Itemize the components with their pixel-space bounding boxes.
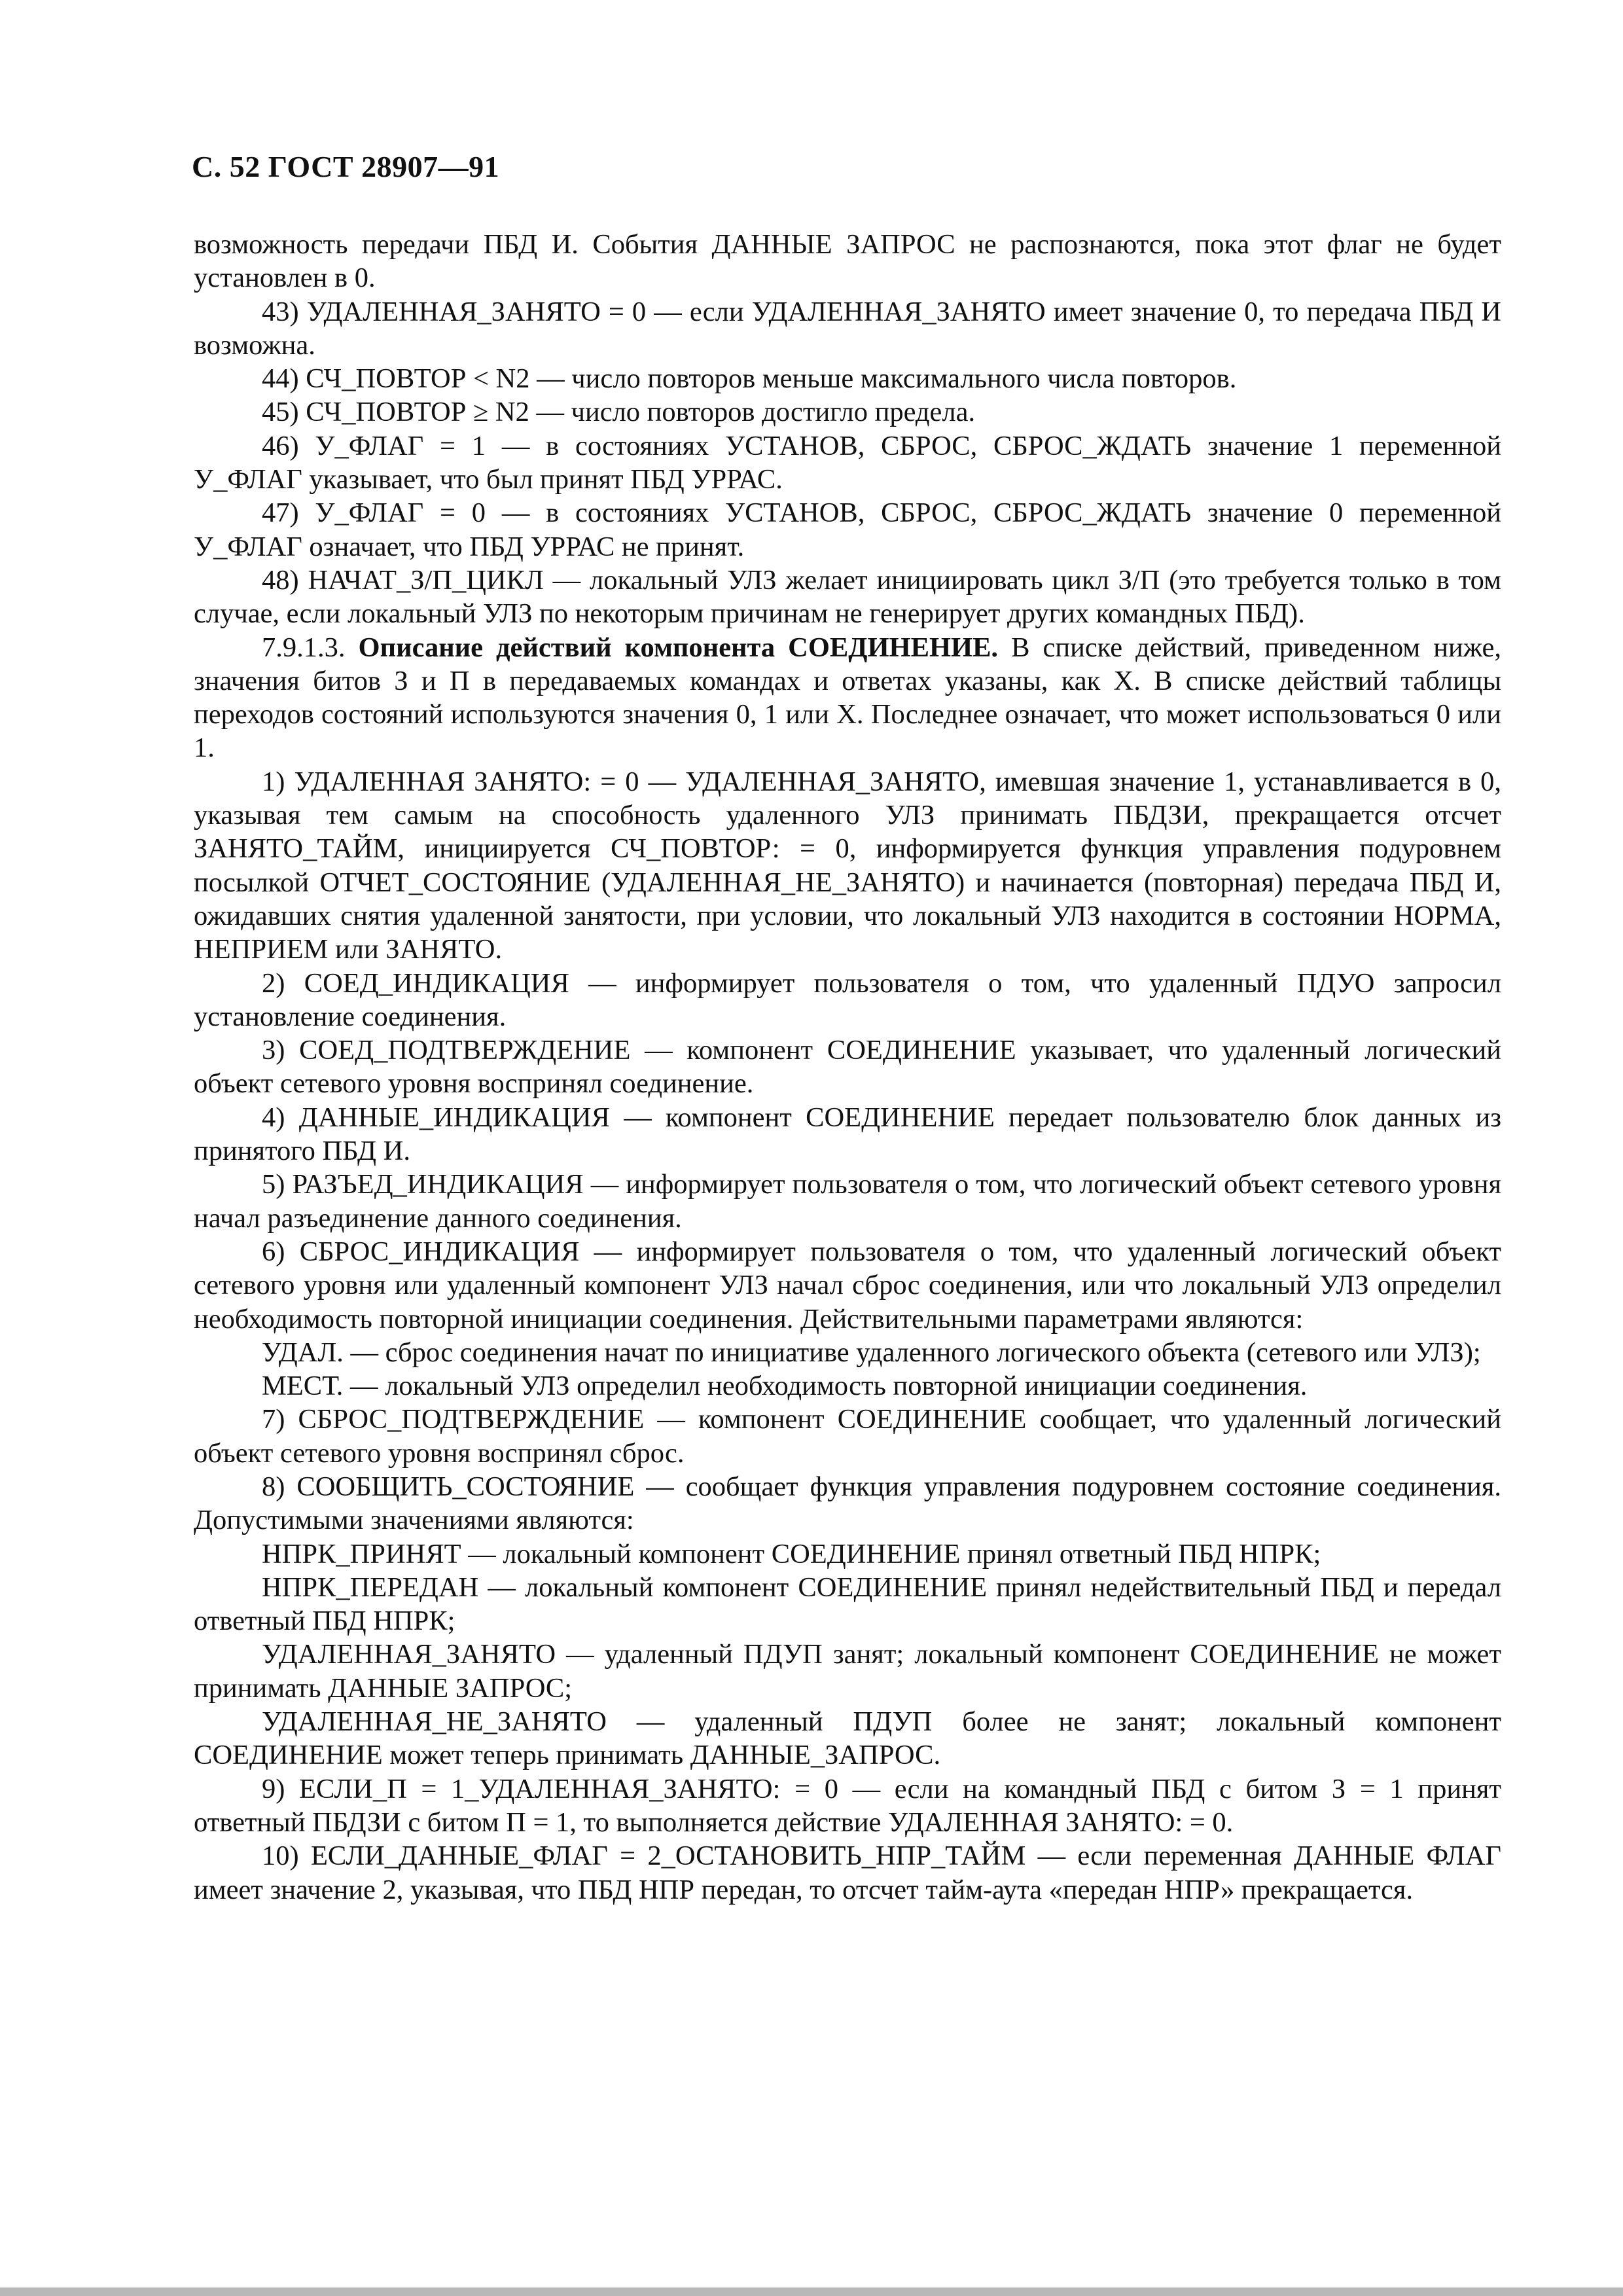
action-item-7: 7) СБРОС_ПОДТВЕРЖДЕНИЕ — компонент СОЕДИНЕНИЕ сообщает, что удаленный логический объект сетевого уровня воспринял сброс. bbox=[194, 1404, 1501, 1469]
action-item-8-value-4: УДАЛЕННАЯ_НЕ_ЗАНЯТО — удаленный ПДУП более не занят; локальный компонент СОЕДИНЕНИЕ может теперь принимать ДАННЫЕ_ЗАПРОС. bbox=[194, 1706, 1501, 1771]
page-header: С. 52 ГОСТ 28907—91 bbox=[192, 150, 500, 183]
paragraph-item-43: 43) УДАЛЕННАЯ_ЗАНЯТО = 0 — если УДАЛЕННАЯ_ЗАНЯТО имеет значение 0, то передача ПБД И возможна. bbox=[194, 296, 1501, 361]
action-item-6-param-udal: УДАЛ. — сброс соединения начат по инициативе удаленного логического объекта (сетевого или УЛЗ); bbox=[262, 1336, 1481, 1368]
action-item-10: 10) ЕСЛИ_ДАННЫЕ_ФЛАГ = 2_ОСТАНОВИТЬ_НПР_ТАЙМ — если переменная ДАННЫЕ ФЛАГ имеет значение 2, указывая, что ПБД НПР передан, то отсчет тайм-аута «передан НПР» прекращается. bbox=[194, 1840, 1501, 1905]
action-item-9: 9) ЕСЛИ_П = 1_УДАЛЕННАЯ_ЗАНЯТО: = 0 — если на командный ПБД с битом З = 1 принят ответный ПБДЗИ с битом П = 1, то выполняется действие УДАЛЕННАЯ ЗАНЯТО: = 0. bbox=[194, 1773, 1501, 1838]
action-item-4: 4) ДАННЫЕ_ИНДИКАЦИЯ — компонент СОЕДИНЕНИЕ передает пользователю блок данных из принятого ПБД И. bbox=[194, 1102, 1501, 1167]
page-bottom-edge bbox=[0, 2287, 1623, 2296]
action-item-6: 6) СБРОС_ИНДИКАЦИЯ — информирует пользователя о том, что удаленный логический объект сетевого уровня или удаленный компонент УЛЗ начал сброс соединения, или что локальный УЛЗ определил необходимость повторной инициации соединения. Действительными параметрами являются: bbox=[194, 1236, 1501, 1335]
paragraph-continuation: возможность передачи ПБД И. События ДАННЫЕ ЗАПРОС не распознаются, пока этот флаг не будет установлен в 0. bbox=[194, 229, 1501, 294]
paragraph-item-44: 44) СЧ_ПОВТОР < N2 — число повторов меньше максимального числа повторов. bbox=[262, 363, 1237, 395]
paragraph-item-48: 48) НАЧАТ_З/П_ЦИКЛ — локальный УЛЗ желает инициировать цикл З/П (это требуется только в том случае, если локальный УЛЗ по некоторым причинам не генерирует других командных ПБД). bbox=[194, 564, 1501, 630]
paragraph-item-46: 46) У_ФЛАГ = 1 — в состояниях УСТАНОВ, СБРОС, СБРОС_ЖДАТЬ значение 1 переменной У_ФЛАГ указывает, что был принят ПБД УРРАС. bbox=[194, 430, 1501, 495]
section-number: 7.9.1.3. bbox=[262, 632, 346, 663]
action-item-1: 1) УДАЛЕННАЯ ЗАНЯТО: = 0 — УДАЛЕННАЯ_ЗАНЯТО, имевшая значение 1, устанавливается в 0, указывая тем самым на способность удаленного УЛЗ принимать ПБДЗИ, прекращается отсчет ЗАНЯТО_ТАЙМ, инициируется СЧ_ПОВТОР: = 0, информируется функция управления подуровнем посылкой ОТЧЕТ_СОСТОЯНИЕ (УДАЛЕННАЯ_НЕ_ЗАНЯТО) и начинается (повторная) передача ПБД И, ожидавших снятия удаленной занятости, при условии, что локальный УЛЗ находится в состоянии НОРМА, НЕПРИЕМ или ЗАНЯТО. bbox=[194, 766, 1501, 965]
action-item-2: 2) СОЕД_ИНДИКАЦИЯ — информирует пользователя о том, что удаленный ПДУО запросил установление соединения. bbox=[194, 967, 1501, 1032]
action-item-8-value-2: НПРК_ПЕРЕДАН — локальный компонент СОЕДИНЕНИЕ принял недействительный ПБД и передал ответный ПБД НПРК; bbox=[194, 1571, 1501, 1637]
action-item-5: 5) РАЗЪЕД_ИНДИКАЦИЯ — информирует пользователя о том, что логический объект сетевого уровня начал разъединение данного соединения. bbox=[194, 1169, 1501, 1234]
paragraph-item-47: 47) У_ФЛАГ = 0 — в состояниях УСТАНОВ, СБРОС, СБРОС_ЖДАТЬ значение 0 переменной У_ФЛАГ означает, что ПБД УРРАС не принят. bbox=[194, 497, 1501, 562]
paragraph-item-45: 45) СЧ_ПОВТОР ≥ N2 — число повторов достигло предела. bbox=[262, 397, 976, 428]
section-7-9-1-3 bbox=[194, 631, 1501, 765]
section-text: В списке действий, приведенном ниже, значения битов З и П в передаваемых командах и ответах указаны, как X. В списке действий таблицы переходов состояний используются значения 0, 1 или X. Последнее означает, что может использоваться 0 или 1. bbox=[194, 632, 1502, 764]
action-item-3: 3) СОЕД_ПОДТВЕРЖДЕНИЕ — компонент СОЕДИНЕНИЕ указывает, что удаленный логический объект сетевого уровня воспринял соединение. bbox=[194, 1035, 1501, 1100]
action-item-8-value-3: УДАЛЕННАЯ_ЗАНЯТО — удаленный ПДУП занят; локальный компонент СОЕДИНЕНИЕ не может принимать ДАННЫЕ ЗАПРОС; bbox=[194, 1639, 1501, 1704]
section-heading: Описание действий компонента СОЕДИНЕНИЕ. bbox=[358, 632, 999, 663]
action-item-8-value-1: НПРК_ПРИНЯТ — локальный компонент СОЕДИНЕНИЕ принял ответный ПБД НПРК; bbox=[262, 1538, 1321, 1570]
action-item-8: 8) СООБЩИТЬ_СОСТОЯНИЕ — сообщает функция управления подуровнем состояние соединения. Допустимыми значениями являются: bbox=[194, 1471, 1501, 1536]
action-item-6-param-mest: МЕСТ. — локальный УЛЗ определил необходимость повторной инициации соединения. bbox=[262, 1371, 1308, 1402]
page-body bbox=[194, 228, 1501, 1907]
